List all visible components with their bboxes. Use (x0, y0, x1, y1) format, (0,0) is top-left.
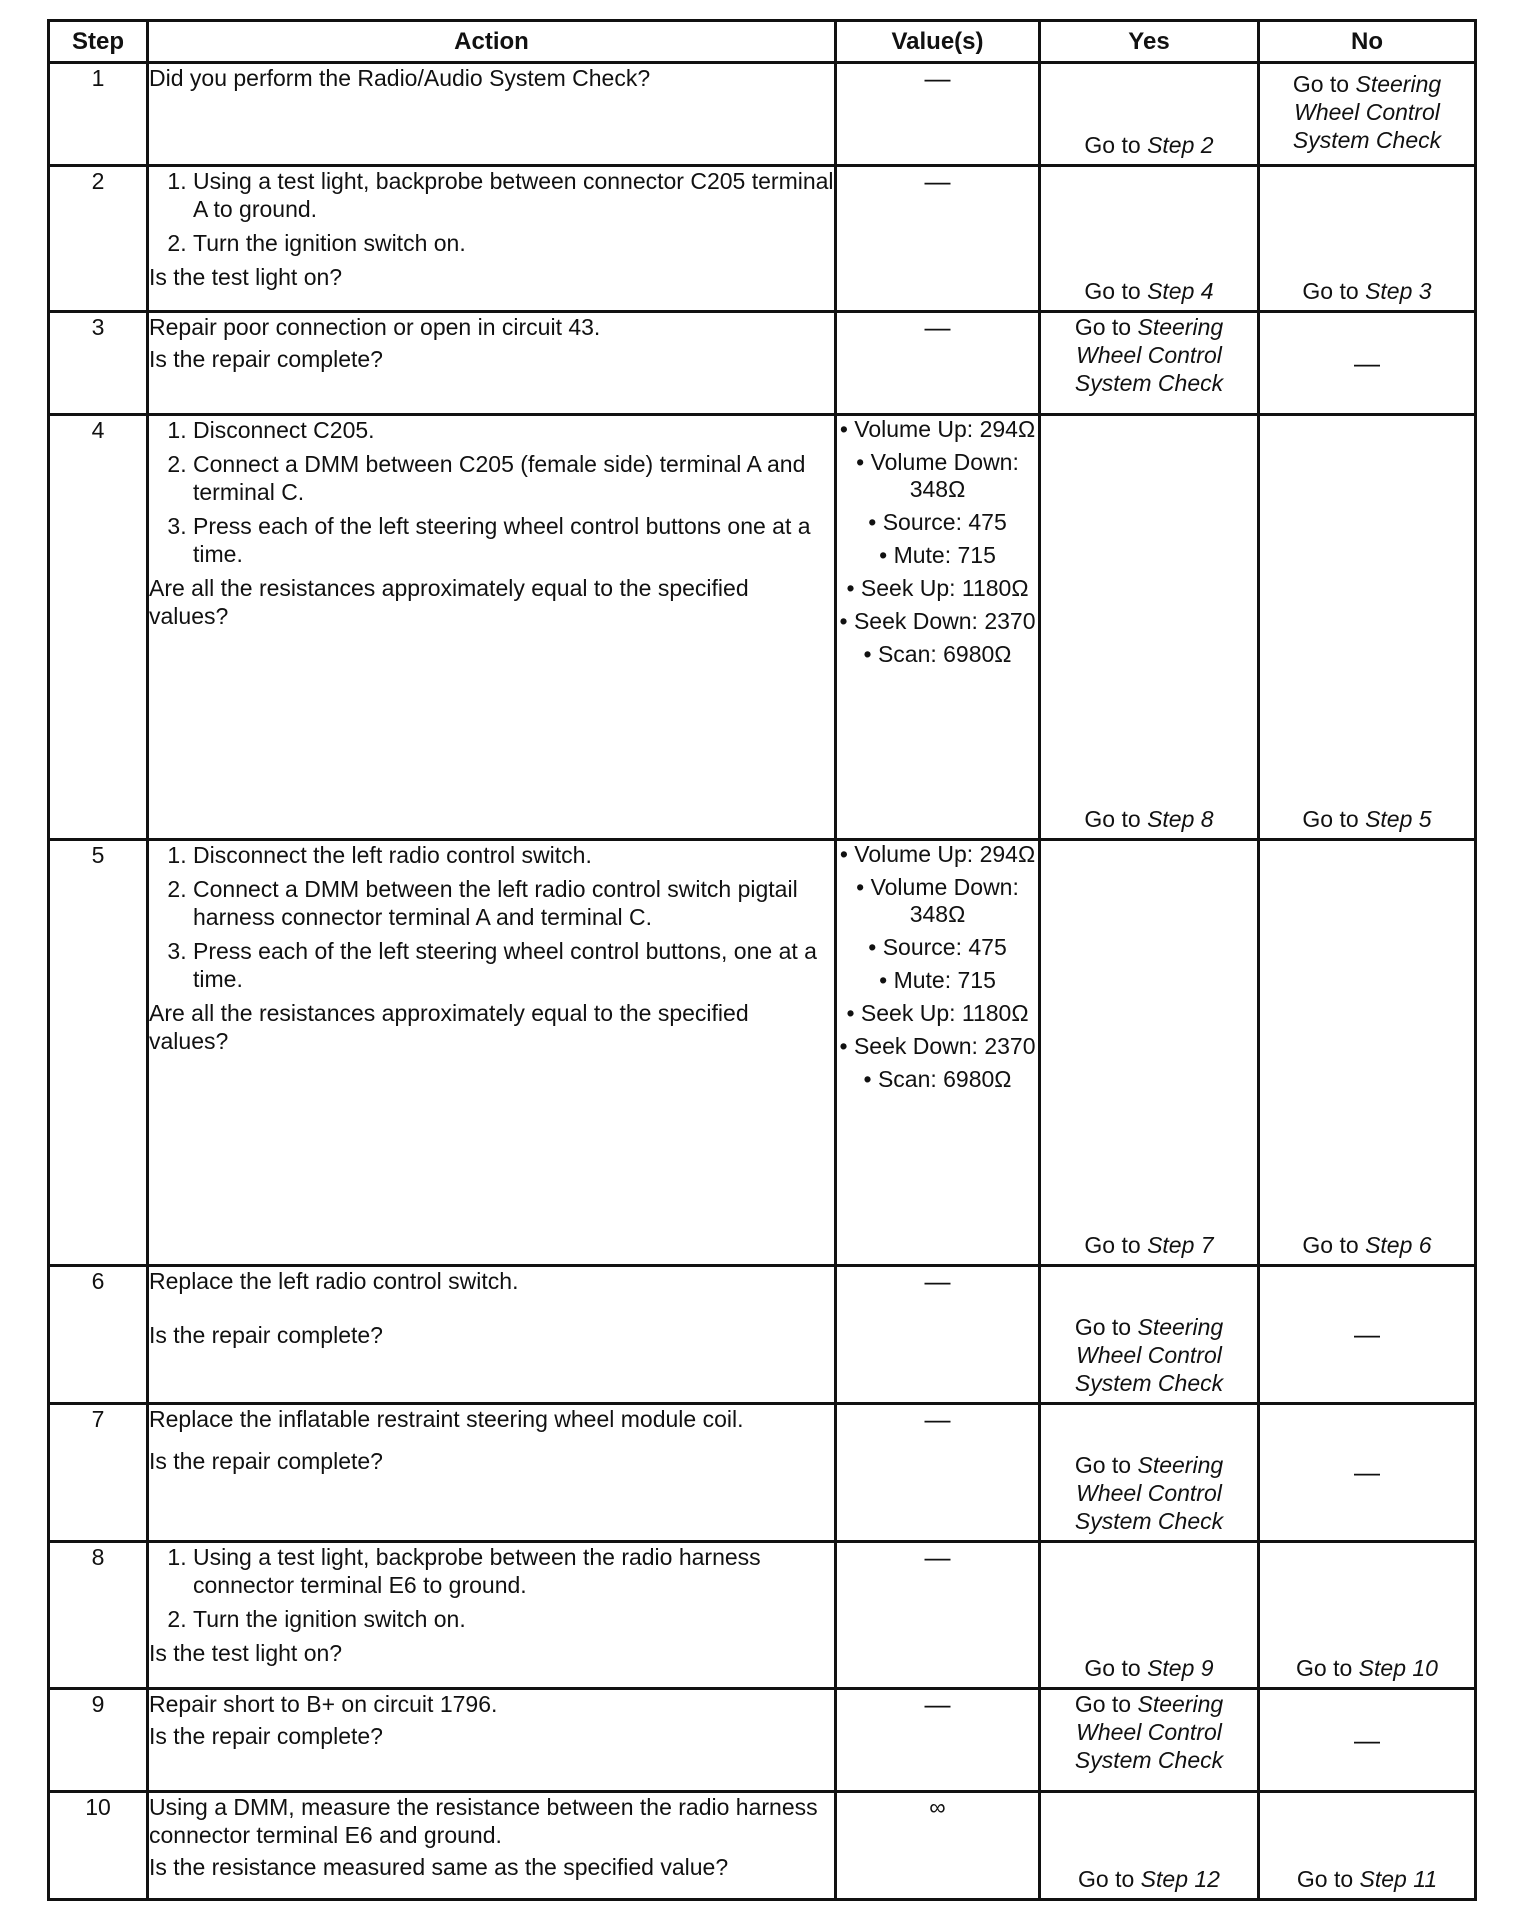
step-number: 8 (49, 1542, 148, 1689)
no-link[interactable]: Step 10 (1358, 1655, 1438, 1681)
action-question: Is the repair complete? (149, 1448, 383, 1474)
no-link[interactable]: Steering Wheel Control System Check (1292, 71, 1442, 153)
table-row (49, 1404, 1476, 1542)
step-number: 9 (49, 1689, 148, 1792)
value-cell (836, 63, 1040, 166)
table-row (49, 166, 1476, 312)
value-cell (836, 1404, 1040, 1542)
step-number: 7 (49, 1404, 148, 1542)
action-question: Is the repair complete? (149, 346, 383, 372)
no-prefix: Go to (1302, 806, 1359, 832)
no-text: — (1354, 1319, 1380, 1349)
yes-prefix: Go to (1084, 1232, 1141, 1258)
action-statement: Using a DMM, measure the resistance between the radio harness connector terminal E6 and ground. (149, 1794, 818, 1848)
action-question: Is the test light on? (149, 1640, 343, 1666)
yes-link[interactable]: Step 8 (1147, 806, 1214, 832)
action-cell (148, 840, 836, 1266)
value-cell (836, 840, 1040, 1266)
no-prefix: Go to (1292, 71, 1350, 97)
no-cell (1259, 312, 1476, 415)
yes-prefix: Go to (1074, 314, 1132, 340)
action-cell (148, 1542, 836, 1689)
value-text: — (924, 63, 951, 93)
no-cell (1259, 63, 1476, 166)
header-step: Step (49, 21, 148, 63)
value-text: — (924, 1542, 951, 1572)
action-statement: Repair short to B+ on circuit 1796. (149, 1691, 498, 1717)
value-cell (836, 312, 1040, 415)
yes-cell (1040, 1266, 1259, 1404)
action-question: Is the resistance measured same as the specified value? (149, 1854, 729, 1880)
action-step: 2. Connect a DMM between C205 (female side) terminal A and terminal C. (193, 450, 834, 506)
step-number: 2 (49, 166, 148, 312)
header-action: Action (148, 21, 836, 63)
no-text: — (1354, 1724, 1380, 1755)
value-item: • Seek Down: 2370 (837, 1033, 1038, 1060)
yes-prefix: Go to (1078, 1866, 1135, 1892)
action-step: 2. Turn the ignition switch on. (193, 229, 834, 257)
yes-cell (1040, 1404, 1259, 1542)
value-text: — (924, 1689, 951, 1719)
no-cell (1259, 1542, 1476, 1689)
value-item: • Seek Up: 1180Ω (837, 575, 1038, 602)
action-step: 3. Press each of the left steering wheel control buttons one at a time. (193, 512, 834, 568)
yes-link[interactable]: Step 12 (1140, 1866, 1220, 1892)
no-text: — (1354, 1457, 1380, 1487)
table-row (49, 1542, 1476, 1689)
header-no: No (1259, 21, 1476, 63)
value-item: • Seek Down: 2370 (837, 608, 1038, 635)
action-cell (148, 312, 836, 415)
value-cell (836, 1266, 1040, 1404)
no-prefix: Go to (1296, 1655, 1353, 1681)
table-row (49, 312, 1476, 415)
yes-prefix: Go to (1084, 132, 1141, 158)
value-item: • Volume Down: 348Ω (837, 449, 1038, 503)
value-item: • Source: 475 (837, 509, 1038, 536)
value-item: • Mute: 715 (837, 542, 1038, 569)
yes-link[interactable]: Step 9 (1147, 1655, 1214, 1681)
yes-cell (1040, 1792, 1259, 1900)
action-cell (148, 1792, 836, 1900)
step-number: 3 (49, 312, 148, 415)
no-cell (1259, 1792, 1476, 1900)
action-question: Is the test light on? (149, 264, 343, 290)
yes-prefix: Go to (1084, 806, 1141, 832)
action-steps (149, 1543, 834, 1633)
action-steps (149, 841, 834, 993)
step-number: 10 (49, 1792, 148, 1900)
yes-cell (1040, 1689, 1259, 1792)
action-cell (148, 63, 836, 166)
value-item: • Volume Up: 294Ω (837, 841, 1038, 868)
table-row (49, 840, 1476, 1266)
yes-link[interactable]: Steering Wheel Control System Check (1074, 1314, 1224, 1396)
no-prefix: Go to (1302, 1232, 1359, 1258)
header-row (49, 21, 1476, 63)
yes-prefix: Go to (1084, 278, 1141, 304)
no-link[interactable]: Step 11 (1359, 1866, 1438, 1892)
value-item: • Mute: 715 (837, 967, 1038, 994)
value-text: ∞ (929, 1794, 946, 1820)
value-cell (836, 415, 1040, 840)
action-cell (148, 1404, 836, 1542)
action-steps (149, 167, 834, 257)
yes-link[interactable]: Steering Wheel Control System Check (1074, 1691, 1224, 1773)
step-number: 1 (49, 63, 148, 166)
table-row (49, 415, 1476, 840)
action-cell (148, 1689, 836, 1792)
action-question: Did you perform the Radio/Audio System Check? (149, 65, 651, 91)
table-row (49, 1689, 1476, 1792)
table-row (49, 63, 1476, 166)
action-step: 1. Using a test light, backprobe between the radio harness connector terminal E6 to ground. (193, 1543, 834, 1599)
no-cell (1259, 1689, 1476, 1792)
action-cell (148, 1266, 836, 1404)
yes-cell (1040, 63, 1259, 166)
value-item: • Volume Down: 348Ω (837, 874, 1038, 928)
yes-prefix: Go to (1084, 1655, 1141, 1681)
yes-link[interactable]: Step 4 (1147, 278, 1214, 304)
value-text: — (924, 1266, 951, 1296)
no-link[interactable]: Step 6 (1365, 1232, 1432, 1258)
no-prefix: Go to (1302, 278, 1359, 304)
table-row (49, 1266, 1476, 1404)
yes-link[interactable]: Steering Wheel Control System Check (1074, 314, 1224, 396)
action-cell (148, 415, 836, 840)
diagnostic-table (47, 19, 1477, 1901)
value-item: • Scan: 6980Ω (837, 1066, 1038, 1093)
action-statement: Repair poor connection or open in circuit 43. (149, 314, 601, 340)
action-step: 1. Using a test light, backprobe between connector C205 terminal A to ground. (193, 167, 834, 223)
action-statement: Replace the left radio control switch. (149, 1268, 519, 1294)
step-number: 4 (49, 415, 148, 840)
yes-link[interactable]: Step 7 (1147, 1232, 1214, 1258)
action-question: Is the repair complete? (149, 1322, 383, 1348)
value-item: • Scan: 6980Ω (837, 641, 1038, 668)
value-cell (836, 1689, 1040, 1792)
yes-cell (1040, 1542, 1259, 1689)
step-number: 6 (49, 1266, 148, 1404)
yes-prefix: Go to (1074, 1452, 1132, 1478)
yes-cell (1040, 840, 1259, 1266)
value-item: • Source: 475 (837, 934, 1038, 961)
action-steps (149, 416, 834, 568)
yes-cell (1040, 166, 1259, 312)
value-text: — (924, 312, 951, 342)
no-cell (1259, 415, 1476, 840)
no-cell (1259, 166, 1476, 312)
yes-cell (1040, 415, 1259, 840)
action-step: 1. Disconnect C205. (193, 416, 834, 444)
action-cell (148, 166, 836, 312)
yes-prefix: Go to (1074, 1691, 1132, 1717)
action-step: 3. Press each of the left steering wheel control buttons, one at a time. (193, 937, 834, 993)
header-values: Value(s) (836, 21, 1040, 63)
value-cell (836, 166, 1040, 312)
no-link[interactable]: Step 3 (1365, 278, 1432, 304)
action-step: 2. Turn the ignition switch on. (193, 1605, 834, 1633)
value-list (837, 841, 1038, 1093)
action-statement: Replace the inflatable restraint steering wheel module coil. (149, 1406, 744, 1432)
action-question: Is the repair complete? (149, 1723, 383, 1749)
no-text: — (1354, 347, 1380, 378)
action-question: Are all the resistances approximately equal to the specified values? (149, 575, 749, 629)
yes-cell (1040, 312, 1259, 415)
value-item: • Seek Up: 1180Ω (837, 1000, 1038, 1027)
no-cell (1259, 840, 1476, 1266)
header-yes: Yes (1040, 21, 1259, 63)
no-link[interactable]: Step 5 (1365, 806, 1432, 832)
yes-link[interactable]: Step 2 (1147, 132, 1214, 158)
value-item: • Volume Up: 294Ω (837, 416, 1038, 443)
value-cell (836, 1792, 1040, 1900)
value-list (837, 416, 1038, 668)
value-cell (836, 1542, 1040, 1689)
step-number: 5 (49, 840, 148, 1266)
yes-link[interactable]: Steering Wheel Control System Check (1074, 1452, 1224, 1534)
no-cell (1259, 1266, 1476, 1404)
yes-prefix: Go to (1074, 1314, 1132, 1340)
action-step: 1. Disconnect the left radio control switch. (193, 841, 834, 869)
table-row (49, 1792, 1476, 1900)
action-step: 2. Connect a DMM between the left radio control switch pigtail harness connector terminal A and terminal C. (193, 875, 834, 931)
no-prefix: Go to (1296, 1866, 1354, 1892)
value-text: — (924, 166, 951, 196)
no-cell (1259, 1404, 1476, 1542)
value-text: — (924, 1404, 951, 1434)
action-question: Are all the resistances approximately equal to the specified values? (149, 1000, 749, 1054)
